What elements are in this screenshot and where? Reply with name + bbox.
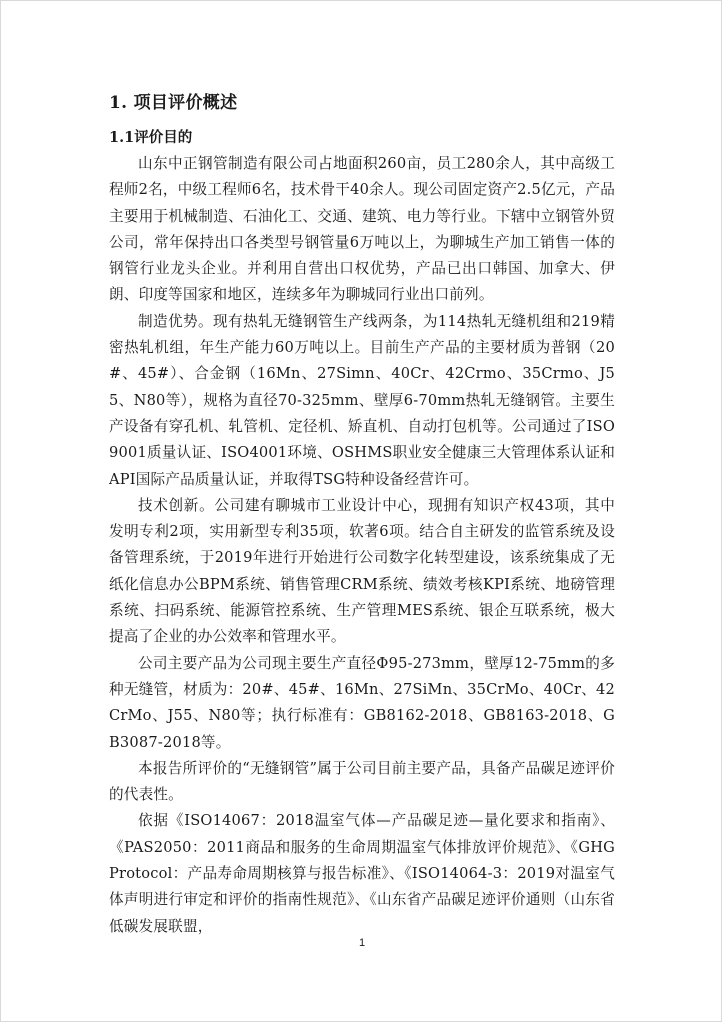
section-heading: 1. 项目评价概述 (109, 93, 238, 113)
subsection-heading: 1.1评价目的 (109, 129, 193, 146)
paragraph-company-overview: 山东中正钢管制造有限公司占地面积260亩，员工280余人，其中高级工程师2名，中级工程师6名，技术骨干40余人。现公司固定资产2.5亿元，产品主要用于机械制造、石油化工、交通、建筑、电力等行业。下辖中立钢管外贸公司，常年保持出口各类型号钢管量6万吨以上，为聊城生产加工销售一体的钢管行业龙头企业。并利用自营出口权优势，产品已出口韩国、加拿大、伊朗、印度等国家和地区，连续多年为聊城同行业出口前列。 (109, 155, 615, 304)
paragraph-representativeness: 本报告所评价的“无缝钢管”属于公司目前主要产品，具备产品碳足迹评价的代表性。 (109, 759, 615, 804)
document-body (109, 89, 615, 940)
paragraph-standards: 依据《ISO14067：2018温室气体—产品碳足迹—量化要求和指南》、《PAS2050：2011商品和服务的生命周期温室气体排放评价规范》、《GHGProtocol：产品寿命周期核算与报告标准》、《ISO14064-3：2019对温室气体声明进行审定和评价的指南性规范》、《山东省产品碳足迹评价通则（山东省低碳发展联盟， (109, 812, 615, 935)
paragraph-innovation: 技术创新。公司建有聊城市工业设计中心，现拥有知识产权43项，其中发明专利2项，实用新型专利35项，软著6项。结合自主研发的监管系统及设备管理系统，于2019年进行开始进行公司数字化转型建设，该系统集成了无纸化信息办公BPM系统、销售管理CRM系统、绩效考核KPI系统、地磅管理系统、扫码系统、能源管控系统、生产管理MES系统、银企互联系统，极大提高了企业的办公效率和管理水平。 (109, 496, 615, 646)
page-number: 1 (358, 937, 366, 949)
paragraph-manufacturing: 制造优势。现有热轧无缝钢管生产线两条，为114热轧无缝机组和219精密热轧机组，年生产能力60万吨以上。目前生产产品的主要材质为普钢（20#、45#）、合金钢（16Mn、27Simn、40Cr、42Crmo、35Crmo、J55、N80等），规格为直径70-325mm、壁厚6-70mm热轧无缝钢管。主要生产设备有穿孔机、轧管机、定径机、矫直机、自动打包机等。公司通过了ISO9001质量认证、ISO4001环境、OSHMS职业安全健康三大管理体系认证和API国际产品质量认证，并取得TSG特种设备经营许可。 (109, 312, 615, 488)
paragraph-products: 公司主要产品为公司现主要生产直径Φ95-273mm，壁厚12-75mm的多种无缝管，材质为：20#、45#、16Mn、27SiMn、35CrMo、40Cr、42CrMo、J55、N80等；执行标准有：GB8162-2018、GB8163-2018、GB3087-2018等。 (109, 654, 615, 751)
